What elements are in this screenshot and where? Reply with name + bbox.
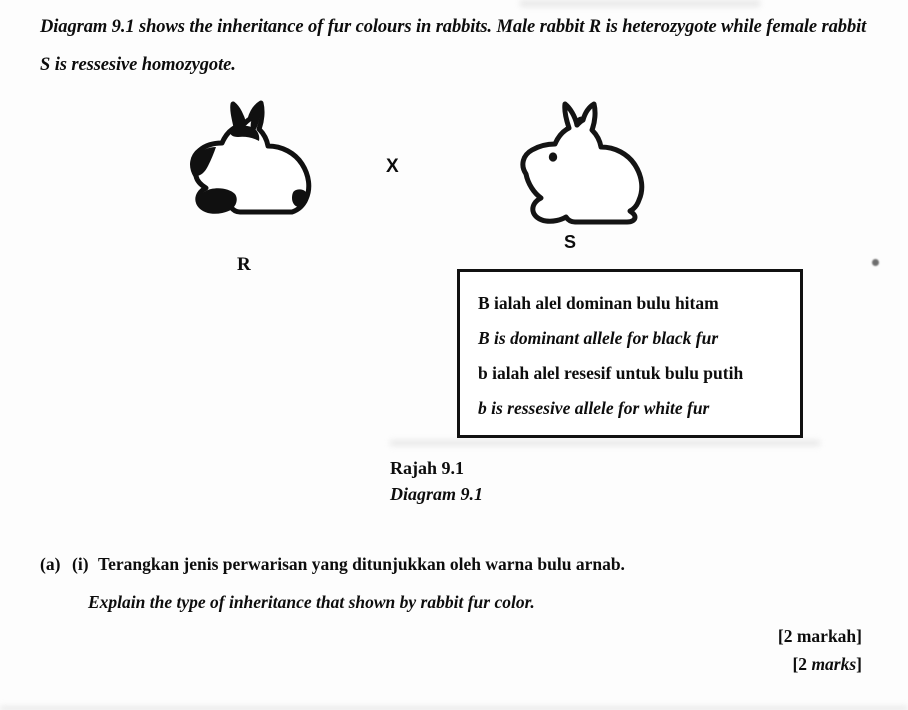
question-block xyxy=(40,549,870,617)
rabbit-eye xyxy=(549,152,557,161)
question-malay-text: Terangkan jenis perwarisan yang ditunjukkan oleh warna bulu arnab. xyxy=(98,554,625,574)
legend-line-2: B is dominant allele for black fur xyxy=(478,328,719,348)
caption-malay: Rajah 9.1 xyxy=(390,458,465,478)
scan-smudge xyxy=(520,0,760,7)
question-sub-label: (i) xyxy=(72,554,89,574)
cross-symbol: X xyxy=(386,156,399,177)
figure-caption xyxy=(390,455,483,507)
rabbit-r-figure xyxy=(178,98,323,238)
rabbit-r-label: R xyxy=(237,254,251,275)
marks-english-word: marks xyxy=(811,654,857,674)
question-english-line: Explain the type of inheritance that shown by rabbit fur color. xyxy=(88,592,535,612)
legend-line-4: b is ressesive allele for white fur xyxy=(478,398,710,418)
scan-smudge xyxy=(390,440,820,446)
rabbit-s-label: S xyxy=(564,232,577,252)
scan-speck xyxy=(872,259,879,266)
marks-malay: [2 markah] xyxy=(777,626,862,646)
question-part-label: (a) xyxy=(40,554,61,574)
question-malay-line xyxy=(40,549,870,579)
legend-line-1: B ialah alel dominan bulu hitam xyxy=(478,293,719,313)
rabbit-s-figure xyxy=(512,100,657,238)
marks-block xyxy=(500,622,862,678)
marks-english-prefix: [2 xyxy=(792,654,812,674)
allele-legend-box xyxy=(457,269,803,438)
scan-smudge xyxy=(0,706,908,710)
legend-line-3: b ialah alel resesif untuk bulu putih xyxy=(478,363,744,383)
intro-paragraph: Diagram 9.1 shows the inheritance of fur colours in rabbits. Male rabbit R is heterozygote while female rabbit S is ressesive homozygote. xyxy=(40,17,867,75)
caption-english: Diagram 9.1 xyxy=(390,484,484,504)
marks-english-suffix: ] xyxy=(856,654,862,674)
marks-english xyxy=(500,650,862,678)
